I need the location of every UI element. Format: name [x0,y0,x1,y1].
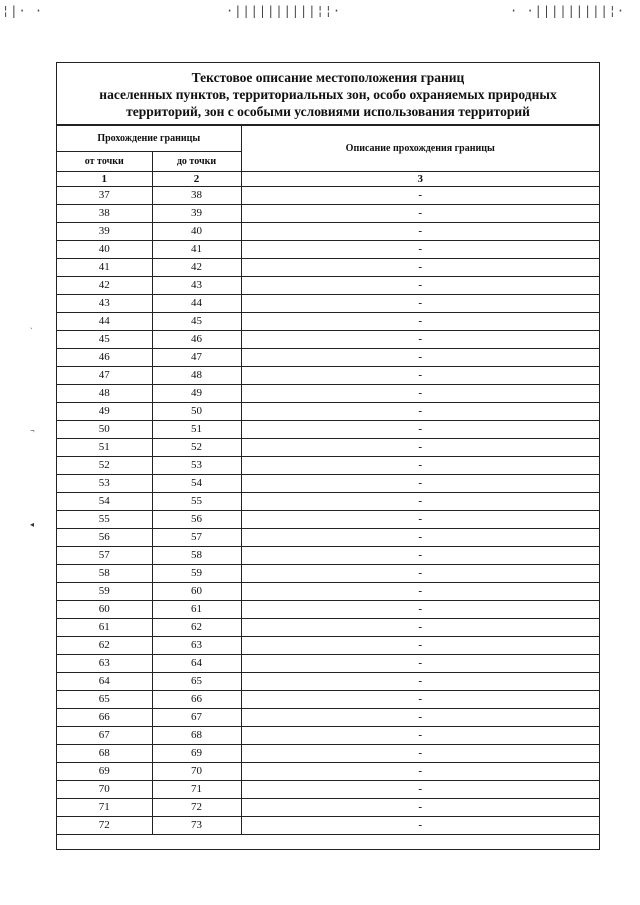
cell-to-point: 49 [152,385,241,403]
cell-description: - [241,439,599,457]
cell-to-point: 41 [152,241,241,259]
cell-description: - [241,457,599,475]
cell-to-point: 71 [152,781,241,799]
scan-mark-left: ¦|· · [2,4,44,18]
table-row [57,187,599,205]
cell-from-point: 37 [57,187,152,205]
scan-speck: ¬ [30,426,35,435]
cell-to-point: 73 [152,817,241,835]
cell-from-point: 41 [57,259,152,277]
table-row [57,637,599,655]
cell-description: - [241,655,599,673]
table-row [57,475,599,493]
cell-to-point: 45 [152,313,241,331]
cell-from-point: 39 [57,223,152,241]
scan-mark-middle: ·||||||||||¦¦· [226,4,342,18]
table-row [57,277,599,295]
cell-to-point: 48 [152,367,241,385]
cell-description: - [241,385,599,403]
cell-to-point: 65 [152,673,241,691]
cell-to-point: 72 [152,799,241,817]
cell-from-point: 54 [57,493,152,511]
cell-from-point: 56 [57,529,152,547]
table-row [57,583,599,601]
cell-from-point: 50 [57,421,152,439]
title-line-1: Текстовое описание местоположения границ [191,70,465,85]
table-row [57,691,599,709]
table-row [57,727,599,745]
cell-description: - [241,745,599,763]
scan-speck: ˎ [30,320,33,329]
cell-description: - [241,817,599,835]
table-row [57,349,599,367]
cell-from-point: 71 [57,799,152,817]
cell-description: - [241,601,599,619]
cell-to-point: 38 [152,187,241,205]
cell-from-point: 48 [57,385,152,403]
cell-description: - [241,331,599,349]
cell-from-point: 59 [57,583,152,601]
table-row [57,565,599,583]
table-row [57,601,599,619]
table-row [57,223,599,241]
table-row [57,313,599,331]
cell-description: - [241,781,599,799]
cell-description: - [241,799,599,817]
cell-to-point: 55 [152,493,241,511]
cell-description: - [241,349,599,367]
cell-to-point: 67 [152,709,241,727]
cell-from-point: 55 [57,511,152,529]
cell-from-point: 66 [57,709,152,727]
table-row [57,529,599,547]
title-line-3: территорий, зон с особыми условиями использования территорий [126,104,530,119]
cell-description: - [241,295,599,313]
title-line-2: населенных пунктов, территориальных зон, особо охраняемых природных [99,87,557,102]
scan-speck: ◂ [30,520,35,529]
cell-description: - [241,313,599,331]
cell-from-point: 46 [57,349,152,367]
cell-from-point: 53 [57,475,152,493]
cell-description: - [241,619,599,637]
cell-from-point: 69 [57,763,152,781]
table-row [57,241,599,259]
cell-description: - [241,673,599,691]
document-title [57,63,599,125]
scan-mark-right: · ·|||||||||¦· [510,4,626,18]
table-row [57,799,599,817]
cell-from-point: 38 [57,205,152,223]
cell-from-point: 52 [57,457,152,475]
cell-to-point: 60 [152,583,241,601]
header-from-point: от точки [57,152,152,172]
cell-to-point: 40 [152,223,241,241]
cell-description: - [241,565,599,583]
cell-description: - [241,637,599,655]
cell-from-point: 60 [57,601,152,619]
header-boundary-passage: Прохождение границы [57,126,241,152]
cell-to-point: 42 [152,259,241,277]
cell-description: - [241,493,599,511]
cell-to-point: 52 [152,439,241,457]
cell-to-point: 50 [152,403,241,421]
table-row [57,709,599,727]
cell-description: - [241,259,599,277]
cell-description: - [241,529,599,547]
table-row [57,385,599,403]
header-description: Описание прохождения границы [241,126,599,172]
cell-description: - [241,727,599,745]
column-number-2: 2 [152,172,241,187]
cell-description: - [241,403,599,421]
table-row [57,655,599,673]
cell-description: - [241,241,599,259]
cell-to-point: 44 [152,295,241,313]
cell-from-point: 51 [57,439,152,457]
document-frame [56,62,600,850]
cell-to-point: 39 [152,205,241,223]
cell-to-point: 70 [152,763,241,781]
table-row [57,619,599,637]
cell-to-point: 43 [152,277,241,295]
cell-from-point: 65 [57,691,152,709]
header-to-point: до точки [152,152,241,172]
table-row [57,367,599,385]
table-row [57,493,599,511]
column-number-1: 1 [57,172,152,187]
cell-to-point: 56 [152,511,241,529]
boundary-table [57,125,599,835]
cell-description: - [241,205,599,223]
table-row [57,781,599,799]
cell-from-point: 40 [57,241,152,259]
cell-to-point: 53 [152,457,241,475]
table-row [57,439,599,457]
table-row [57,457,599,475]
cell-to-point: 66 [152,691,241,709]
table-row [57,259,599,277]
cell-description: - [241,421,599,439]
cell-description: - [241,709,599,727]
cell-from-point: 44 [57,313,152,331]
cell-description: - [241,511,599,529]
cell-to-point: 69 [152,745,241,763]
cell-from-point: 42 [57,277,152,295]
cell-from-point: 64 [57,673,152,691]
table-row [57,205,599,223]
cell-from-point: 62 [57,637,152,655]
cell-description: - [241,367,599,385]
cell-description: - [241,187,599,205]
cell-description: - [241,475,599,493]
table-row [57,421,599,439]
cell-description: - [241,691,599,709]
cell-to-point: 46 [152,331,241,349]
cell-description: - [241,223,599,241]
cell-to-point: 62 [152,619,241,637]
cell-to-point: 59 [152,565,241,583]
cell-from-point: 68 [57,745,152,763]
cell-from-point: 49 [57,403,152,421]
cell-to-point: 68 [152,727,241,745]
cell-to-point: 51 [152,421,241,439]
table-row [57,763,599,781]
cell-from-point: 70 [57,781,152,799]
cell-from-point: 63 [57,655,152,673]
column-number-3: 3 [241,172,599,187]
table-row [57,403,599,421]
cell-to-point: 64 [152,655,241,673]
table-row [57,673,599,691]
cell-description: - [241,763,599,781]
table-row [57,331,599,349]
table-row [57,817,599,835]
cell-from-point: 47 [57,367,152,385]
table-row [57,547,599,565]
cell-description: - [241,277,599,295]
cell-to-point: 61 [152,601,241,619]
cell-from-point: 61 [57,619,152,637]
cell-to-point: 54 [152,475,241,493]
cell-description: - [241,547,599,565]
cell-to-point: 57 [152,529,241,547]
table-row [57,511,599,529]
cell-from-point: 67 [57,727,152,745]
cell-description: - [241,583,599,601]
cell-from-point: 45 [57,331,152,349]
cell-from-point: 57 [57,547,152,565]
table-row [57,295,599,313]
cell-from-point: 72 [57,817,152,835]
cell-to-point: 63 [152,637,241,655]
table-row [57,745,599,763]
cell-from-point: 58 [57,565,152,583]
cell-to-point: 47 [152,349,241,367]
cell-to-point: 58 [152,547,241,565]
cell-from-point: 43 [57,295,152,313]
table-body [57,187,599,835]
